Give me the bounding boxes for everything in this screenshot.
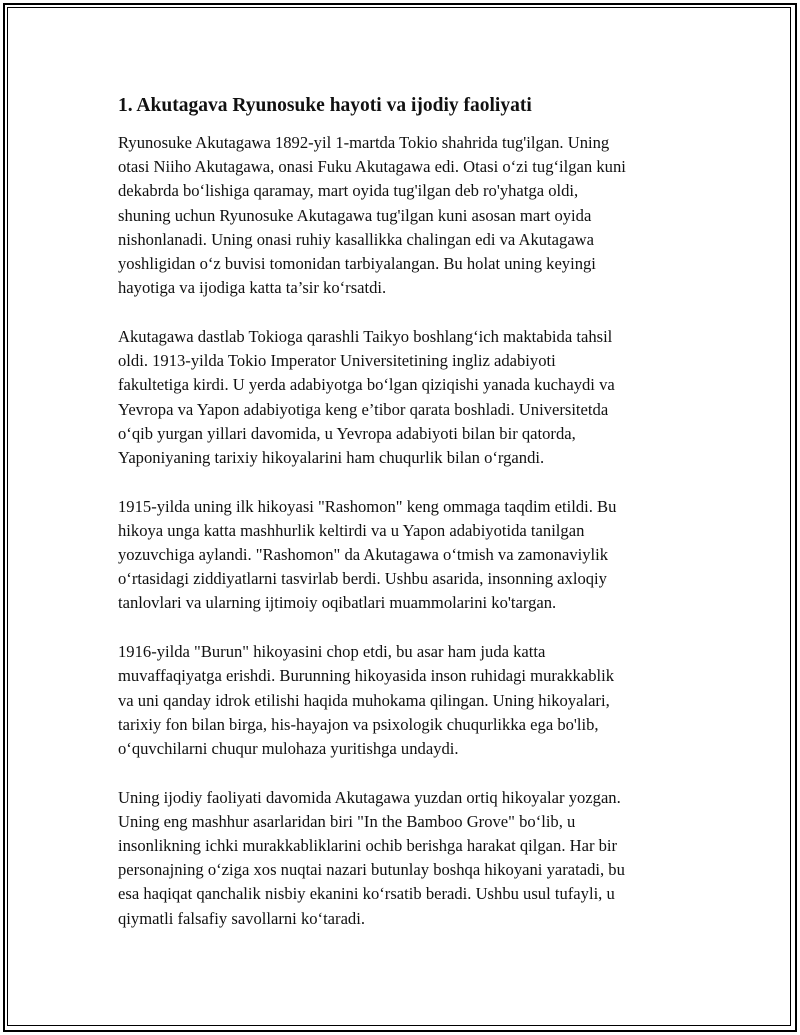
paragraph-creative-work [118, 786, 696, 931]
text-line: o‘rtasidagi ziddiyatlarni tasvirlab berdi. Ushbu asarida, insonning axloqiy [118, 569, 607, 589]
paragraph-rashomon [118, 495, 696, 616]
text-line: hayotiga va ijodiga katta ta’sir ko‘rsatdi. [118, 278, 387, 298]
text-line: Yevropa va Yapon adabiyotiga keng e’tibor qarata boshladi. Universitetda [118, 399, 609, 419]
text-line: dekabrda bo‘lishiga qaramay, mart oyida tug'ilgan deb ro'yhatga oldi, [118, 181, 579, 201]
text-line: yoshligidan o‘z buvisi tomonidan tarbiyalangan. Bu holat uning keyingi [118, 254, 596, 274]
text-line: tanlovlari va ularning ijtimoiy oqibatlari muammolarini ko'targan. [118, 593, 557, 613]
text-line: o‘qib yurgan yillari davomida, u Yevropa adabiyoti bilan bir qatorda, [118, 423, 576, 443]
text-line: fakultetiga kirdi. U yerda adabiyotga bo‘lgan qiziqishi yanada kuchaydi va [118, 375, 615, 395]
text-line: o‘quvchilarni chuqur mulohaza yuritishga undaydi. [118, 738, 459, 758]
text-line: esa haqiqat qanchalik nisbiy ekanini ko‘rsatib beradi. Ushbu usul tufayli, u [118, 884, 615, 904]
text-line: yozuvchiga aylandi. "Rashomon" da Akutagawa o‘tmish va zamonaviylik [118, 545, 609, 565]
text-line: nishonlanadi. Uning onasi ruhiy kasallikka chalingan edi va Akutagawa [118, 229, 595, 249]
document-body [118, 92, 696, 955]
paragraph-burun [118, 640, 696, 761]
text-line: 1915-yilda uning ilk hikoyasi "Rashomon" keng ommaga taqdim etildi. Bu [118, 496, 617, 516]
text-line: Ryunosuke Akutagawa 1892-yil 1-martda Tokio shahrida tug'ilgan. Uning [118, 133, 610, 152]
text-line: Uning ijodiy faoliyati davomida Akutagawa yuzdan ortiq hikoyalar yozgan. [118, 787, 621, 807]
text-line: va uni qanday idrok etilishi haqida muhokama qilingan. Uning hikoyalari, [118, 690, 610, 710]
text-line: hikoya unga katta mashhurlik keltirdi va u Yapon adabiyotida tanilgan [118, 520, 585, 540]
text-line: personajning o‘ziga xos nuqtai nazari butunlay boshqa hikoyani yaratadi, bu [118, 860, 625, 880]
text-line: tarixiy fon bilan birga, his-hayajon va psixologik chuqurlikka ega bo'lib, [118, 714, 599, 734]
text-line: Akutagawa dastlab Tokioga qarashli Taikyo boshlang‘ich maktabida tahsil [118, 326, 613, 346]
text-line: Uning eng mashhur asarlaridan biri "In the Bamboo Grove" bo‘lib, u [118, 811, 576, 831]
text-line: otasi Niiho Akutagawa, onasi Fuku Akutagawa edi. Otasi o‘zi tug‘ilgan kuni [118, 157, 626, 177]
text-line: Yaponiyaning tarixiy hikoyalarini ham chuqurlik bilan o‘rgandi. [118, 447, 545, 467]
section-title: 1. Akutagava Ryunosuke hayoti va ijodiy faoliyati [118, 95, 532, 116]
text-line: shuning uchun Ryunosuke Akutagawa tug'ilgan kuni asosan mart oyida [118, 205, 592, 225]
paragraph-birth [118, 131, 696, 300]
text-line: muvaffaqiyatga erishdi. Burunning hikoyasida inson ruhidagi murakkablik [118, 666, 615, 686]
text-line: qiymatli falsafiy savollarni ko‘taradi. [118, 908, 365, 928]
paragraph-education [118, 325, 696, 470]
text-line: oldi. 1913-yilda Tokio Imperator Universitetining ingliz adabiyoti [118, 351, 556, 371]
text-line: 1916-yilda "Burun" hikoyasini chop etdi, bu asar ham juda katta [118, 642, 546, 662]
text-line: insonlikning ichki murakkabliklarini ochib berishga harakat qilgan. Har bir [118, 836, 618, 856]
